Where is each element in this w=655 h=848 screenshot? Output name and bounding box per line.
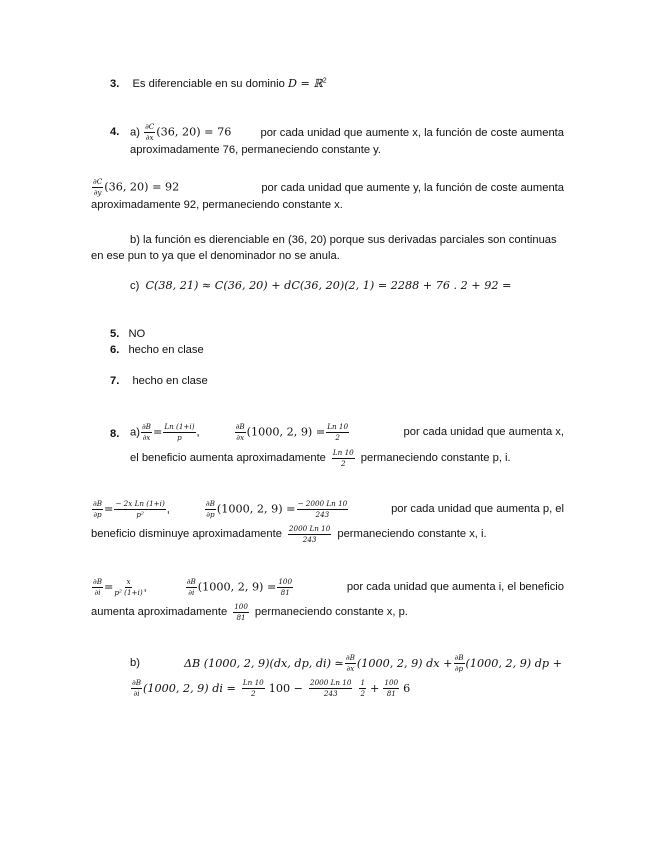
text-line: por cada unidad que aumenta p, el: [391, 503, 564, 515]
item-8-number: [110, 428, 119, 440]
item-7: [110, 375, 208, 387]
label-a: a): [130, 425, 140, 438]
text-line: aproximadamente 76, permaneciendo constante y.: [130, 144, 382, 156]
text-line: permaneciendo constante p, i.: [360, 452, 511, 464]
math-expression: ΔB (1000, 2, 9)(dx, dp, di) ≃: [183, 656, 344, 670]
item-4b-line2: en ese pun to ya que el denominador no se anula.: [91, 250, 340, 262]
item-text: hecho en clase: [128, 344, 204, 356]
item-number: 7.: [110, 375, 120, 387]
item-number: 8.: [110, 428, 120, 440]
text-line: por cada unidad que aumenta i, el beneficio: [346, 581, 564, 593]
item-text: NO: [128, 328, 146, 340]
math-expression: (1000, 2, 9) dp +: [465, 656, 562, 670]
text-line: el beneficio aumenta aproximadamente: [130, 452, 326, 464]
item-4a: [130, 123, 564, 156]
item-5: [110, 328, 145, 340]
item-4b-line1: b) la función es dierenciable en (36, 20) porque sus derivadas parciales son continuas: [130, 234, 557, 246]
item-8b-line2: $\frac{\partial B}{\partial i}$ (1000, 2, 9) di = $\frac{Ln 10}{2}$ 100 − $\frac{2000 Ln 10}{243}$ $\frac{1}{2}$ + $\frac{100}{81}$ 6: [132, 677, 411, 698]
math-expression: (1000, 2, 9) di =: [143, 681, 236, 695]
label-a: a): [130, 126, 140, 139]
math-expression: (1000, 2, 9) dx +: [356, 656, 453, 670]
item-number: 6.: [110, 344, 120, 356]
label-b: b): [130, 657, 140, 669]
text-line: aproximadamente 92, permaneciendo constante x.: [91, 199, 343, 211]
text-line: beneficio disminuye aproximadamente: [91, 528, 282, 540]
item-text: Es diferenciable en su dominio: [132, 78, 285, 90]
text-line: por cada unidad que aumenta x,: [403, 426, 564, 438]
item-number: 4.: [110, 126, 120, 138]
item-4c: [130, 279, 511, 292]
math-expression: (36, 20) = 92: [104, 180, 180, 194]
item-4-number: [110, 126, 119, 138]
item-number: 3.: [110, 78, 120, 90]
partial-fraction: $\frac{\partial C}{\partial y}$: [93, 177, 103, 197]
text-line: permaneciendo constante x, p.: [254, 606, 408, 618]
math-expression: C(38, 21) ≈ C(36, 20) + dC(36, 20)(2, 1) = 2288 + 76 . 2 + 92 =: [145, 279, 512, 292]
superscript: 2: [322, 77, 327, 85]
item-8a-dx: a) $\frac{\partial B}{\partial x}$ = $\frac{Ln (1+i)}{p}$ , $\frac{\partial B}{\partial x}$ (1000, 2, 9) = $\frac{Ln 10}{2}$ por cada unidad que aumenta x, el beneficio aumenta aproximadamente $\frac{Ln 10}{2}$ permaneciendo constante p, i.: [130, 421, 564, 468]
math-expression: (36, 20) = 76: [156, 125, 232, 139]
domain-math: D = ℝ: [287, 77, 323, 90]
partial-fraction: $\frac{\partial C}{\partial x}$: [145, 122, 155, 142]
item-text: hecho en clase: [132, 375, 208, 387]
item-4-dy: [91, 178, 564, 211]
text-line: por cada unidad que aumente y, la función de coste aumenta: [261, 181, 564, 194]
label-c: c): [130, 280, 140, 292]
item-8-di: $\frac{\partial B}{\partial i}$ = $\frac{x}{\text{p² (1+i)}}$ , $\frac{\partial B}{\partial i}$ (1000, 2, 9) = $\frac{100}{81}$ por cada unidad que aumenta i, el beneficio aumenta aproximadamente $\frac{100}{81}$ permaneciendo constante x, p.: [91, 576, 564, 622]
item-6: [110, 344, 204, 356]
text-line: aumenta aproximadamente: [91, 606, 228, 618]
item-8-dp: $\frac{\partial B}{\partial p}$ = $\frac{\text{− 2x Ln (1+i)}}{\text{p²}}$ , $\frac{\partial B}{\partial p}$ (1000, 2, 9) = $\frac{- 2000 Ln 10}{243}$ por cada unidad que aumenta p, el beneficio disminuye aproximadamente $\frac{2000 Ln 10}{243}$ permaneciendo constante x, i.: [91, 498, 564, 544]
text-line: por cada unidad que aumente x, la función de coste aumenta: [260, 126, 564, 139]
text-line: permaneciendo constante x, i.: [337, 528, 487, 540]
item-8b: b) ΔB (1000, 2, 9)(dx, dp, di) ≃ $\frac{\partial B}{\partial x}$ (1000, 2, 9) dx + $\frac{\partial B}{\partial p}$ (1000, 2, 9) dp +: [130, 652, 562, 673]
item-number: 5.: [110, 328, 120, 340]
item-3: [110, 77, 327, 90]
